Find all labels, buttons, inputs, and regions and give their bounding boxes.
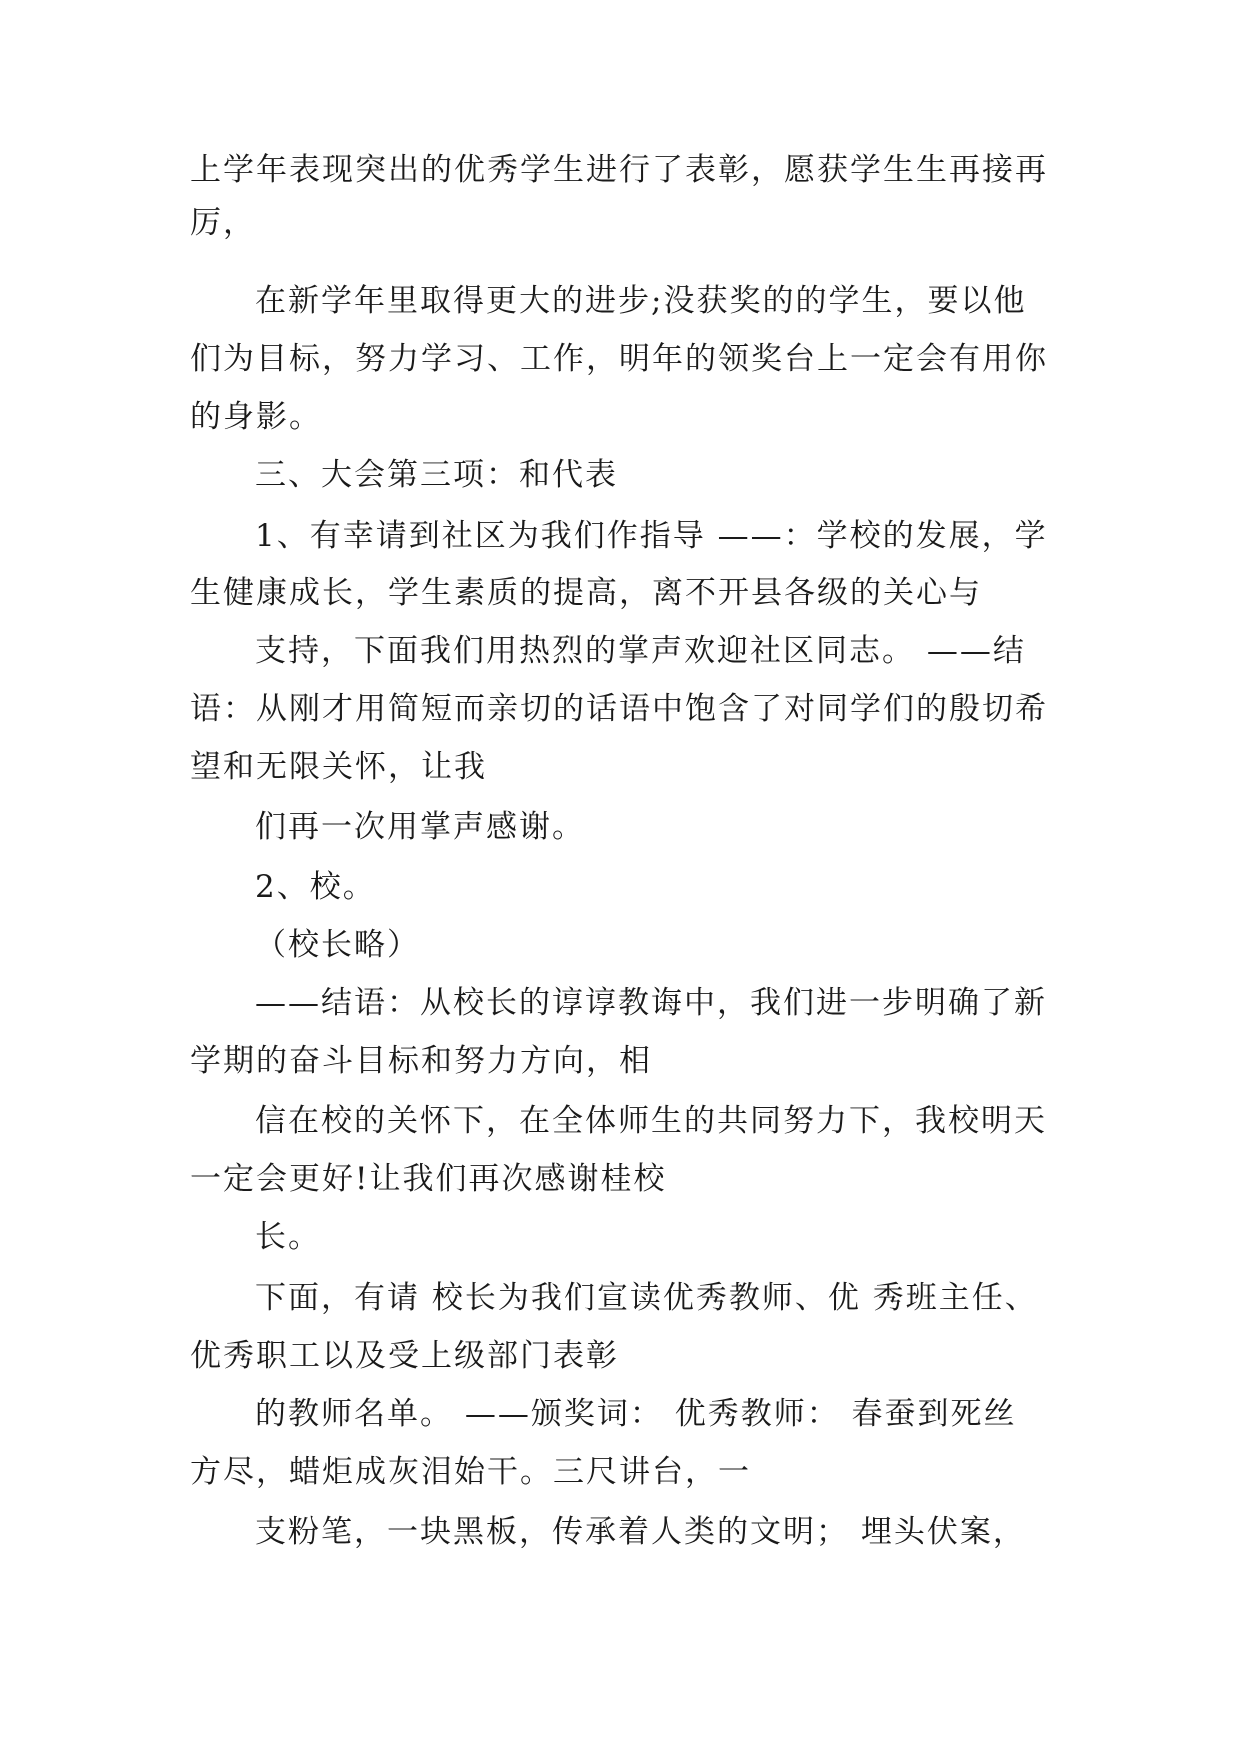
text-line: 的身影。 (190, 399, 322, 435)
text-line: 们再一次用掌声感谢。 (255, 809, 585, 845)
text-line: 在新学年里取得更大的进步;没获奖的的学生，要以他 (255, 283, 1027, 319)
text-line: 上学年表现突出的优秀学生进行了表彰，愿获学生生再接再 (190, 152, 1048, 188)
text-line: 长。 (255, 1219, 321, 1255)
text-line: 生健康成长，学生素质的提高，离不开县各级的关心与 (190, 575, 982, 611)
text-line: 学期的奋斗目标和努力方向，相 (190, 1043, 652, 1079)
text-line: 支持，下面我们用热烈的掌声欢迎社区同志。 ——结 (255, 633, 1026, 669)
text-line: 支粉笔，一块黑板，传承着人类的文明； 埋头伏案， (255, 1514, 1026, 1550)
text-line: 信在校的关怀下，在全体师生的共同努力下，我校明天 (255, 1103, 1047, 1139)
text-line: 方尽，蜡炬成灰泪始干。三尺讲台，一 (190, 1454, 751, 1490)
text-line: 们为目标，努力学习、工作，明年的领奖台上一定会有用你 (190, 341, 1048, 377)
text-line: 望和无限关怀，让我 (190, 749, 487, 785)
text-line: 1、有幸请到社区为我们作指导 ——：学校的发展，学 (255, 518, 1048, 554)
text-line: 2、校。 (255, 869, 376, 905)
text-line: 下面，有请 校长为我们宣读优秀教师、优 秀班主任、 (255, 1280, 1038, 1316)
text-line: 优秀职工以及受上级部门表彰 (190, 1338, 619, 1374)
text-line: 一定会更好!让我们再次感谢桂校 (190, 1161, 667, 1197)
text-line: 的教师名单。 ——颁奖词： 优秀教师： 春蚕到死丝 (255, 1396, 1017, 1432)
text-line: 语：从刚才用简短而亲切的话语中饱含了对同学们的殷切希 (190, 691, 1048, 727)
text-line: （校长略） (255, 927, 420, 963)
section-heading: 三、大会第三项：和代表 (255, 457, 618, 493)
text-line: 厉， (190, 205, 256, 241)
text-line: ——结语：从校长的谆谆教诲中，我们进一步明确了新 (255, 985, 1047, 1021)
